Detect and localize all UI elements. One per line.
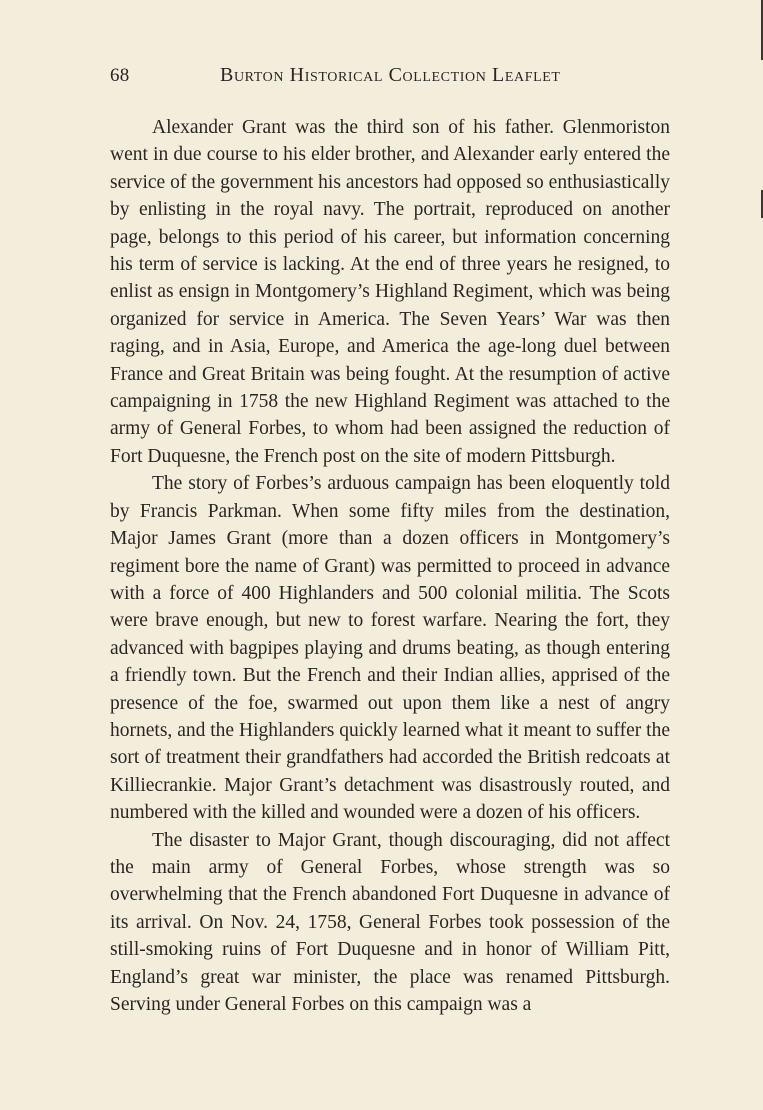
paragraph-1: Alexander Grant was the third son of his father. Glenmoriston went in due course to his elder brother, and Alexander early entered the service of the government his ancestors had opposed so enthusiastically by enlisting in the royal navy. The portrait, reproduced on another page, belongs to this period of his career, but information concerning his term of service is lacking. At the end of three years he resigned, to enlist as ensign in Montgomery’s Highland Regiment, which was being organized for service in America. The Seven Years’ War was then raging, and in Asia, Europe, and America the age-long duel between France and Great Britain was being fought. At the resumption of active campaigning in 1758 the new Highland Regiment was attached to the army of General Forbes, to whom had been assigned the reduction of Fort Duquesne, the French post on the site of modern Pittsburgh.	[110, 117, 670, 467]
document-page	[110, 64, 670, 1018]
page-header	[110, 64, 670, 94]
paragraph-3: The disaster to Major Grant, though discouraging, did not affect the main army of General Forbes, whose strength was so overwhelming that the French abandoned Fort Duquesne in advance of its arrival. On Nov. 24, 1758, General Forbes took possession of the still-smoking ruins of Fort Duquesne and in honor of William Pitt, England’s great war minister, the place was renamed Pittsburgh. Serving under General Forbes on this campaign was a	[110, 829, 670, 1015]
running-head: Burton Historical Collection Leaflet	[220, 64, 561, 86]
body-text	[110, 114, 670, 1018]
page-number: 68	[110, 65, 130, 86]
paragraph-2: The story of Forbes’s arduous campaign has been eloquently told by Francis Parkman. When some fifty miles from the destination, Major James Grant (more than a dozen officers in Montgomery’s regiment bore the name of Grant) was permitted to proceed in advance with a force of 400 Highlanders and 500 colonial militia. The Scots were brave enough, but new to forest warfare. Nearing the fort, they advanced with bagpipes playing and drums beating, as though entering a friendly town. But the French and their Indian allies, apprised of the presence of the foe, swarmed out upon them like a nest of angry hornets, and the Highlanders quickly learned what it meant to suffer the sort of treatment their grandfathers had accorded the British redcoats at Killiecrankie. Major Grant’s detachment was disastrously routed, and numbered with the killed and wounded were a dozen of his officers.	[110, 473, 670, 824]
